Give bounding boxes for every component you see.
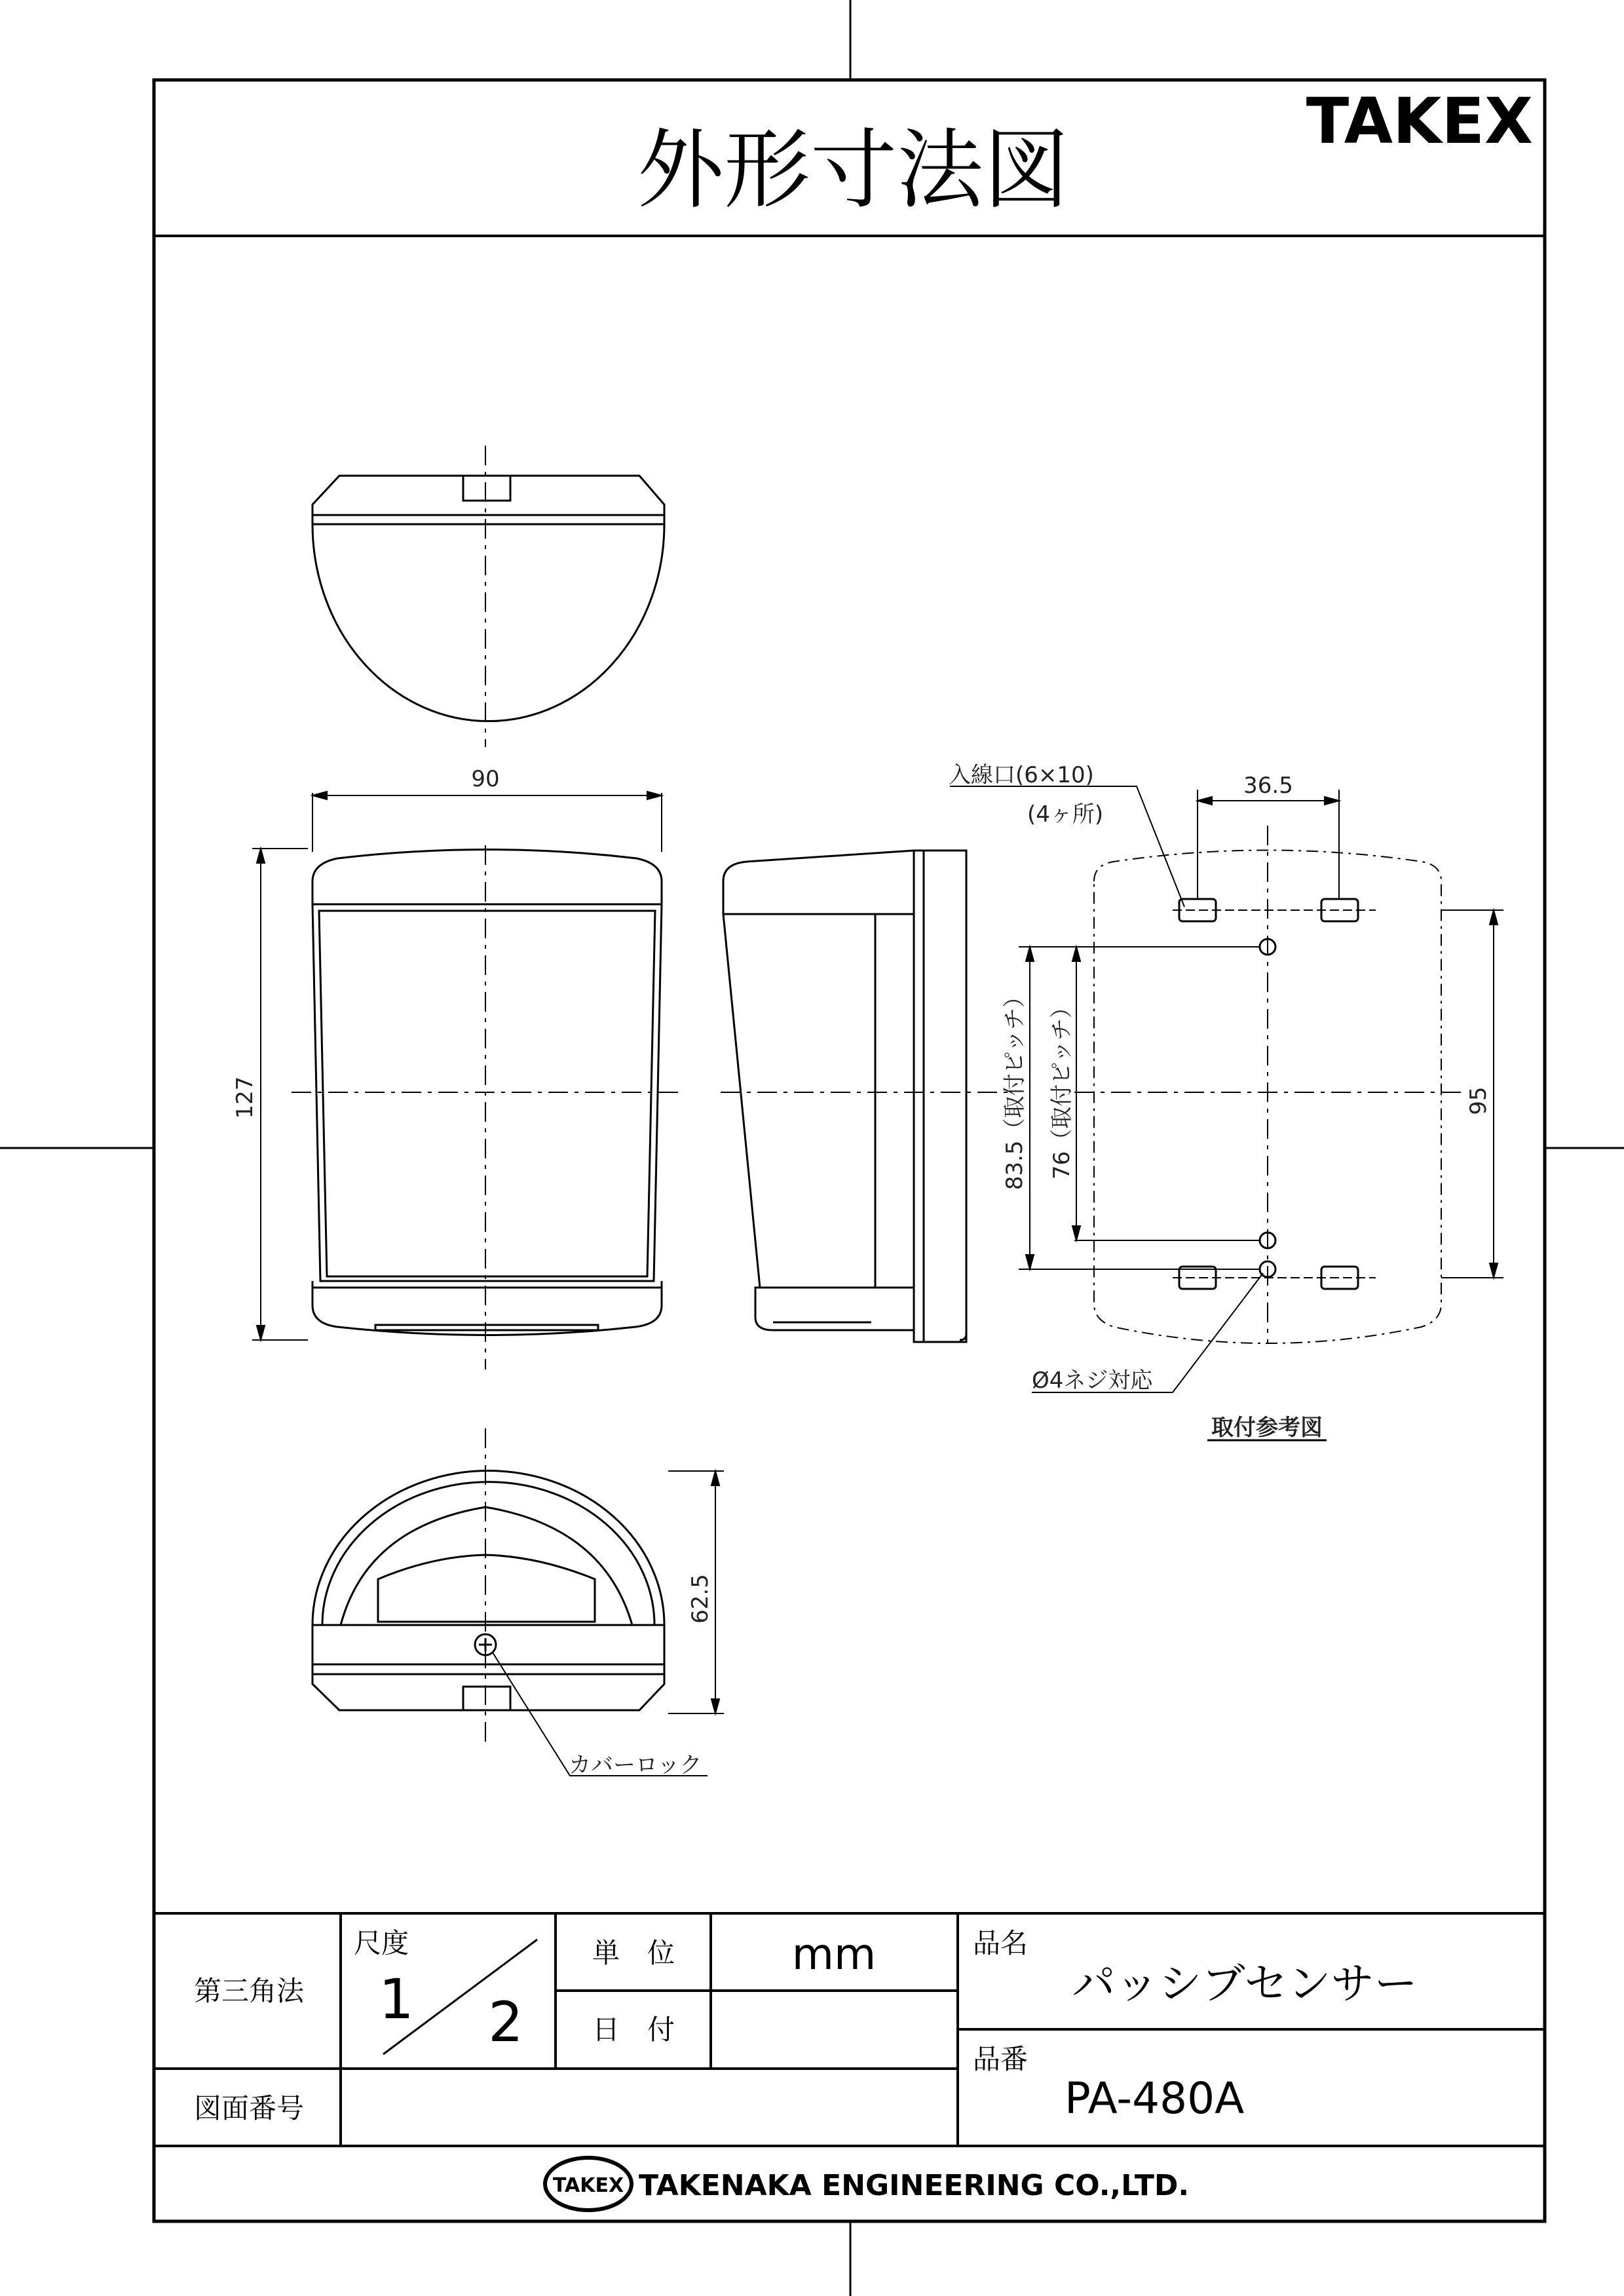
wire-inlet-label: 入線口(6×10) [949,762,1094,788]
page-title: 外形寸法図 [637,120,1070,221]
cover-lock-label: カバーロック [569,1752,702,1778]
height-dimension: 127 [232,1076,258,1119]
product-number: PA-480A [1065,2073,1245,2124]
mount-reference [950,786,1503,1440]
drawing-number-label: 図面番号 [193,2092,305,2124]
outer-pitch-dimension: 95 [1465,1086,1492,1115]
footer-logo [545,2158,632,2210]
scale-denominator: 2 [488,1990,523,2054]
bottom-view [312,1428,708,1776]
scale-numerator: 1 [379,1967,414,2031]
screw-note-label: Ø4ネジ対応 [1032,1368,1153,1394]
svg-text:TAKEX: TAKEX [552,2174,624,2197]
projection-label: 第三角法 [193,1975,305,2007]
pitch-a-dimension: 83.5（取付ピッチ） [1002,985,1028,1191]
scale-label: 尺度 [354,1927,409,1959]
unit-label: 単 位 [592,1937,675,1969]
brand-logo: TAKEX [1306,85,1533,158]
depth-dimension: 62.5 [687,1574,713,1624]
top-view [312,446,664,747]
mount-reference-title: 取付参考図 [1211,1415,1323,1441]
product-name-label: 品名 [973,1927,1029,1959]
sheet-border [154,80,1545,2221]
width-dimension: 90 [471,766,500,792]
pitch-b-dimension: 76（取付ピッチ） [1049,996,1075,1179]
front-view [292,845,681,1369]
product-number-label: 品番 [973,2043,1029,2075]
company-name: TAKENAKA ENGINEERING CO.,LTD. [639,2169,1190,2202]
hole-pitch-dimension: 36.5 [1243,773,1293,799]
product-name: パッシブセンサー [1072,1959,1418,2009]
side-view [721,851,1009,1342]
date-label: 日 付 [592,2014,675,2046]
unit-value: mm [791,1929,877,1980]
wire-inlet-count-label: (4ヶ所) [1027,801,1104,828]
